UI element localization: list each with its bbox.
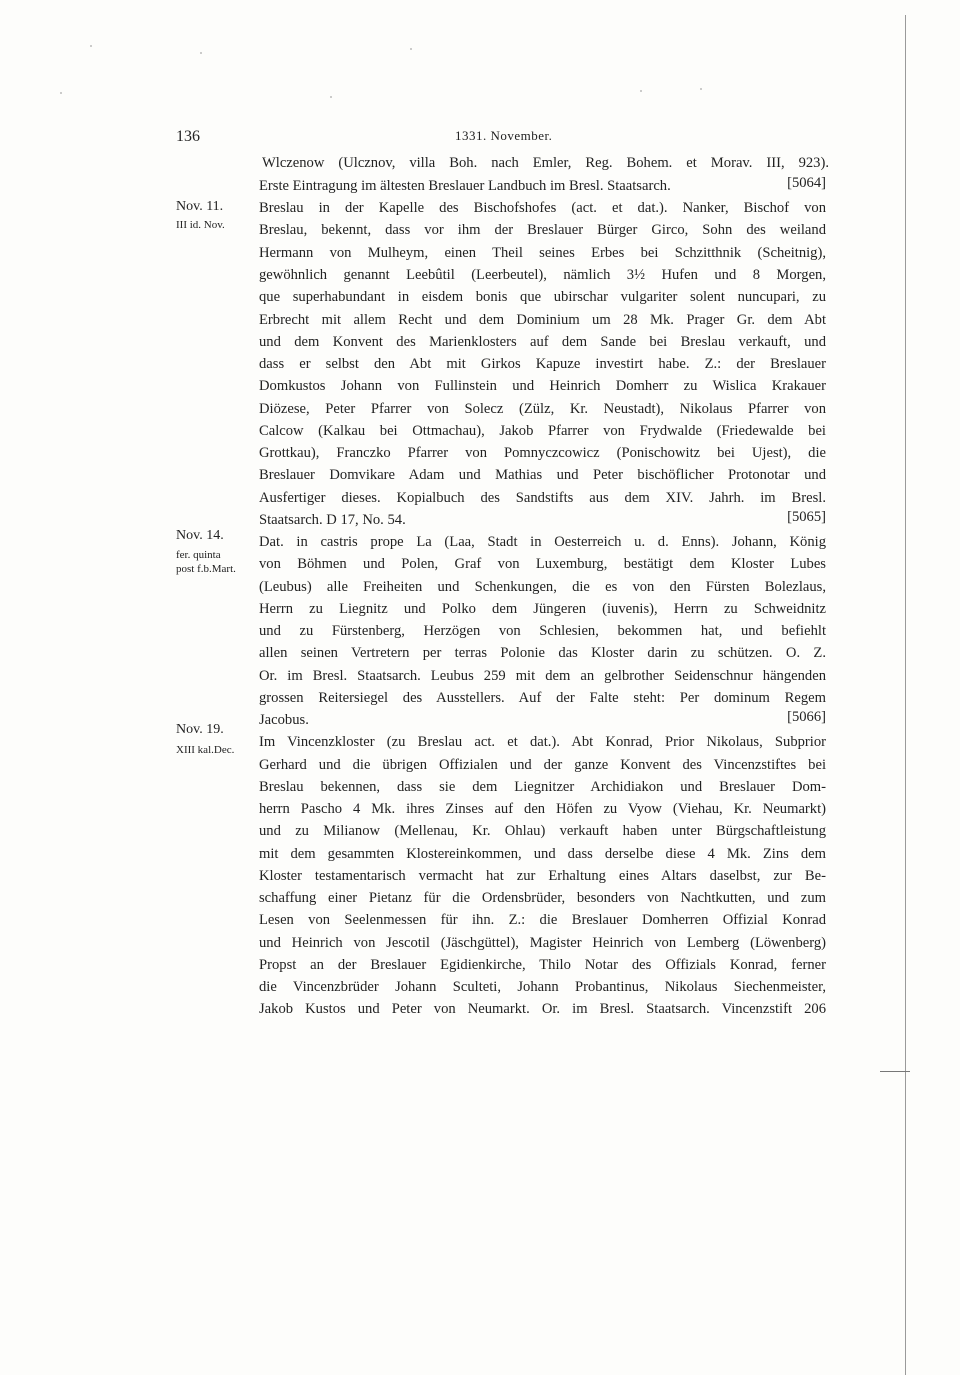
text-line: Staatsarch. D 17, No. 54.	[259, 512, 406, 528]
margin-date-post-f-b-mart: post f.b.Mart.	[176, 563, 236, 575]
text-line: Erste Eintragung im ältesten Breslauer Landbuch im Bresl. Staatsarch.	[259, 178, 671, 194]
text-line: grossen Reitersiegel des Ausstellers. Auf der Falte steht: Per dominum Regem	[259, 690, 826, 706]
scan-speckle	[60, 92, 62, 94]
page-number: 136	[176, 128, 200, 145]
page-edge-tick	[880, 1071, 910, 1072]
text-line: Breslau bekennen, dass sie dem Liegnitzer Archidiakon und Breslauer Dom-	[259, 779, 826, 795]
document-ref-5065: [5065]	[787, 509, 826, 525]
document-ref-5064: [5064]	[787, 175, 826, 191]
text-line: Propst an der Breslauer Egidienkirche, Thilo Notar des Offizials Konrad, ferner	[259, 957, 826, 973]
margin-date-iii-id-nov: III id. Nov.	[176, 219, 225, 231]
text-line: und zu Fürstenberg, Herzögen von Schlesien, bekommen hat, und befiehlt	[259, 623, 826, 639]
scan-speckle	[90, 45, 92, 47]
text-line: gewöhnlich genannt Leebûtil (Leerbeutel), nämlich 3½ Hufen und 8 Morgen,	[259, 267, 826, 283]
text-line: Wlczenow (Ulcznov, villa Boh. nach Emler, Reg. Bohem. et Morav. III, 923).	[262, 155, 829, 171]
text-line: Jakob Kustos und Peter von Neumarkt. Or. im Bresl. Staatsarch. Vincenzstift 206	[259, 1001, 826, 1017]
text-line: Breslau in der Kapelle des Bischofshofes (act. et dat.). Nanker, Bischof von	[259, 200, 826, 216]
scan-speckle	[200, 52, 202, 54]
text-line: Diözese, Peter Pfarrer von Solecz (Zülz, Kr. Neustadt), Nikolaus Pfarrer von	[259, 401, 826, 417]
text-line: Ausfertiger dieses. Kopialbuch des Sandstifts aus dem XIV. Jahrh. im Bresl.	[259, 490, 826, 506]
text-line: dass er selbst den Abt mit Girkos Kapuze investirt habe. Z.: der Breslauer	[259, 356, 826, 372]
margin-date-nov-14: Nov. 14.	[176, 528, 224, 543]
document-ref-5066: [5066]	[787, 709, 826, 725]
text-line: Breslau, bekennt, dass vor ihm der Breslauer Bürger Girco, Sohn des weiland	[259, 222, 826, 238]
scan-speckle	[700, 88, 702, 90]
text-line: Gerhard und die übrigen Offizialen und der ganze Konvent des Vincenzstiftes bei	[259, 757, 826, 773]
text-line: Lesen von Seelenmessen für ihn. Z.: die Breslauer Domherren Offizial Konrad	[259, 912, 826, 928]
margin-date-nov-19: Nov. 19.	[176, 722, 224, 737]
text-line: (Leubus) alle Freiheiten und Schenkungen, die es von den Fürsten Bolezlaus,	[259, 579, 826, 595]
text-line: und dem Konvent des Marienklosters auf dem Sande bei Breslau verkauft, und	[259, 334, 826, 350]
text-line: Herrn zu Liegnitz und Polko dem Jüngeren (iuvenis), Herrn zu Schweidnitz	[259, 601, 826, 617]
running-header: 1331. November.	[455, 128, 553, 143]
margin-date-nov-11: Nov. 11.	[176, 199, 224, 214]
text-line: herrn Pascho 4 Mk. ihres Zinses auf den Höfen zu Vyow (Viehau, Kr. Neumarkt)	[259, 801, 826, 817]
text-line: Kloster testamentarisch vermacht hat zur Erhaltung eines Altars daselbst, zur Be-	[259, 868, 826, 884]
scan-speckle	[410, 48, 412, 50]
scan-speckle	[330, 96, 332, 98]
text-line: Grottkau), Franczko Pfarrer von Pomnyczcowicz (Ponischowitz bei Ujest), die	[259, 445, 826, 461]
text-line: Jacobus.	[259, 712, 309, 728]
text-line: allen seinen Vertretern per terras Polonie das Kloster darin zu schützen. O. Z.	[259, 645, 826, 661]
margin-date-fer-quinta: fer. quinta	[176, 549, 221, 561]
text-line: mit dem gesammten Klostereinkommen, und dass derselbe diese 4 Mk. Zins dem	[259, 846, 826, 862]
text-line: und Heinrich von Jescotil (Jäschgüttel), Magister Heinrich von Lemberg (Löwenberg)	[259, 935, 826, 951]
text-line: die Vincenzbrüder Johann Sculteti, Johann Probantinus, Nikolaus Siechenmeister,	[259, 979, 826, 995]
text-line: Calcow (Kalkau bei Ottmachau), Jakob Pfarrer von Frydwalde (Friedewalde bei	[259, 423, 826, 439]
margin-date-xiii-kal-dec: XIII kal.Dec.	[176, 744, 235, 756]
text-line: und zu Milianow (Mellenau, Kr. Ohlau) verkauft haben unter Bürgschaftleistung	[259, 823, 826, 839]
text-line: schaffung einer Pietanz für die Ordensbrüder, besonders von Nachtkutten, und zum	[259, 890, 826, 906]
text-line: Dat. in castris prope La (Laa, Stadt in Oesterreich u. d. Enns). Johann, König	[259, 534, 826, 550]
text-line: Domkustos Johann von Fullinstein und Heinrich Domherr zu Wislica Krakauer	[259, 378, 826, 394]
text-line: von Böhmen und Polen, Graf von Luxemburg, bestätigt dem Kloster Lubes	[259, 556, 826, 572]
page-edge-rule	[905, 15, 906, 1375]
text-line: que superhabundant in eisdem bonis que ubirschar vulgariter solent nuncupari, zu	[259, 289, 826, 305]
text-line: Hermann von Mulheym, einen Theil seines Erbes bei Schzitthnik (Scheitnig),	[259, 245, 826, 261]
scan-speckle	[640, 90, 642, 92]
text-line: Breslauer Domvikare Adam und Mathias und Peter bischöflicher Protonotar und	[259, 467, 826, 483]
text-line: Im Vincenzkloster (zu Breslau act. et dat.). Abt Konrad, Prior Nikolaus, Subprior	[259, 734, 826, 750]
text-line: Erbrecht mit allem Recht und dem Dominium um 28 Mk. Prager Gr. dem Abt	[259, 312, 826, 328]
text-line: Or. im Bresl. Staatsarch. Leubus 259 mit dem an gelbrother Seidenschnur hängenden	[259, 668, 826, 684]
